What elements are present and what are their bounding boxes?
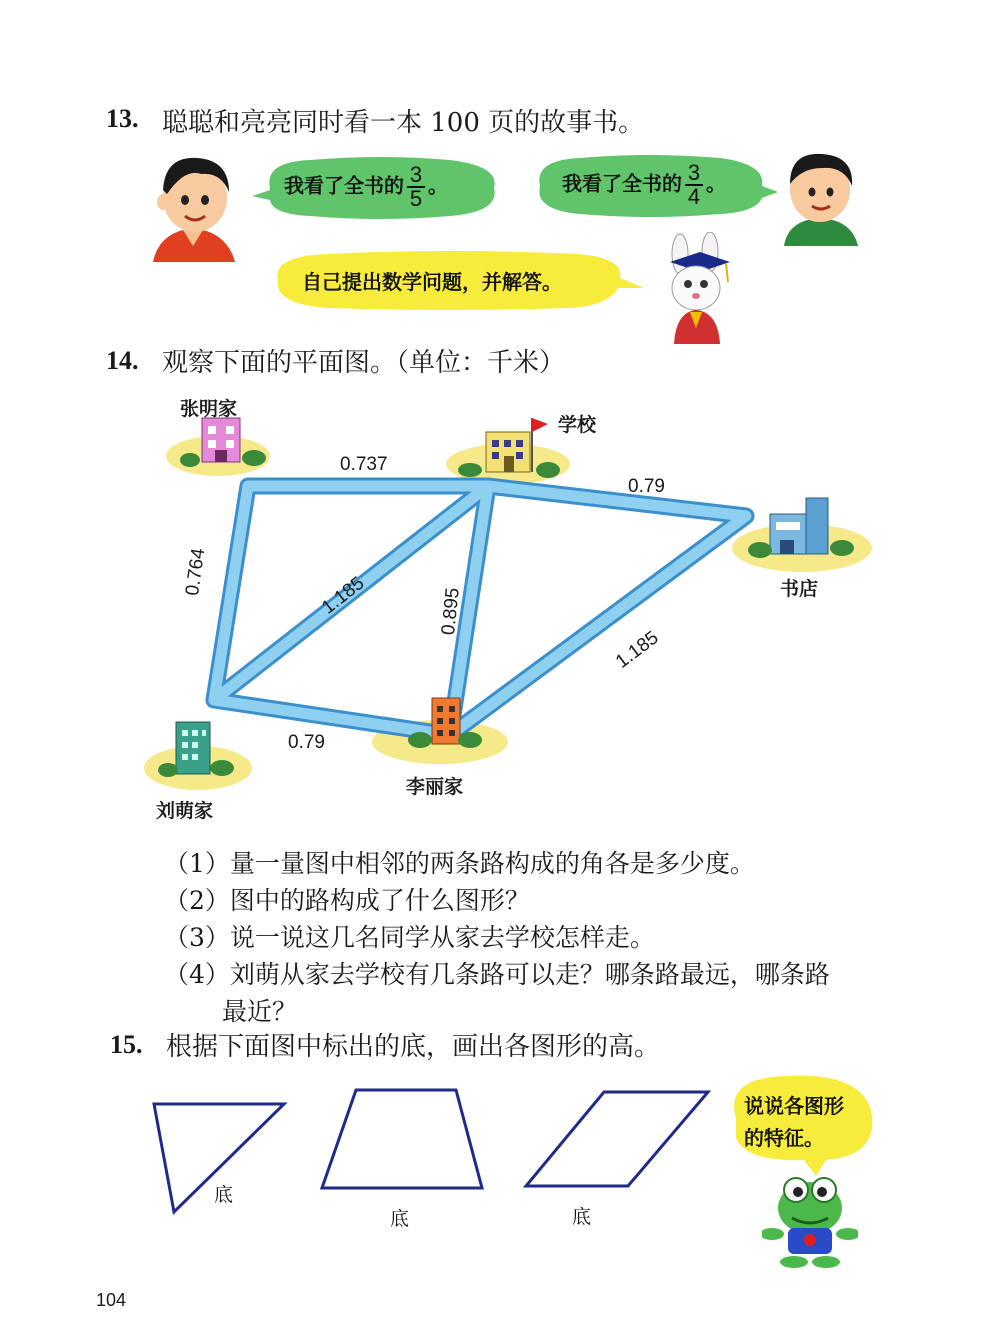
base-label-triangle: 底 <box>214 1184 234 1206</box>
bubble-bottom-text: 自己提出数学问题，并解答。 <box>302 270 562 294</box>
bubble-left-prefix: 我看了全书的 <box>284 173 404 198</box>
fraction-denominator: 4 <box>687 184 701 209</box>
q13-number: 13. <box>106 104 139 133</box>
subq-2-num: （2） <box>164 886 230 915</box>
dist-left: 0.764 <box>182 546 210 597</box>
fraction-numerator: 3 <box>687 160 701 185</box>
subq-3-num: （3） <box>164 923 230 952</box>
trapezoid-shape <box>322 1090 482 1188</box>
label-zhangming: 张明家 <box>180 398 238 420</box>
page-number: 104 <box>96 1290 127 1310</box>
dist-school-bookstore: 0.79 <box>628 476 665 497</box>
bubble-frog-line2: 的特征。 <box>744 1126 824 1150</box>
base-label-parallelogram: 底 <box>572 1206 592 1228</box>
subq-1-num: （1） <box>164 849 230 878</box>
parallelogram-shape <box>526 1092 708 1186</box>
subq-1-text: 量一量图中相邻的两条路构成的角各是多少度。 <box>229 849 755 878</box>
q14-text: 观察下面的平面图。（单位：千米） <box>162 348 566 378</box>
subq-4-text: 刘萌从家去学校有几条路可以走？哪条路最远，哪条路 <box>229 960 830 989</box>
subq-4-num: （4） <box>164 960 230 989</box>
fraction-numerator: 3 <box>409 162 423 187</box>
dist-bottom: 0.79 <box>288 732 325 753</box>
dist-diag-left: 1.185 <box>318 572 369 619</box>
dist-diag-right: 1.185 <box>612 627 663 673</box>
label-lili: 李丽家 <box>406 776 464 798</box>
bubble-left-suffix: 。 <box>428 173 448 198</box>
q14-number: 14. <box>106 346 139 375</box>
bubble-frog-line1: 说说各图形 <box>744 1094 844 1118</box>
frog-mascot-icon <box>762 1168 858 1270</box>
dist-middle: 0.895 <box>438 586 464 637</box>
label-bookstore: 书店 <box>780 578 819 600</box>
subq-2-text: 图中的路构成了什么图形？ <box>229 886 530 915</box>
dist-top: 0.737 <box>340 454 388 475</box>
base-label-trapezoid: 底 <box>390 1208 410 1230</box>
subq-4-line2: 最近？ <box>222 997 298 1026</box>
bubble-right-suffix: 。 <box>706 171 726 196</box>
q13-text: 聪聪和亮亮同时看一本 100 页的故事书。 <box>162 108 645 138</box>
q15-text: 根据下面图中标出的底，画出各图形的高。 <box>166 1032 661 1062</box>
bubble-right-prefix: 我看了全书的 <box>562 171 682 196</box>
subq-3-text: 说一说这几名同学从家去学校怎样走。 <box>229 923 655 952</box>
label-school: 学校 <box>558 414 597 436</box>
fraction-denominator: 5 <box>409 186 423 211</box>
q15-number: 15. <box>110 1030 143 1059</box>
label-liumeng: 刘萌家 <box>156 800 214 822</box>
